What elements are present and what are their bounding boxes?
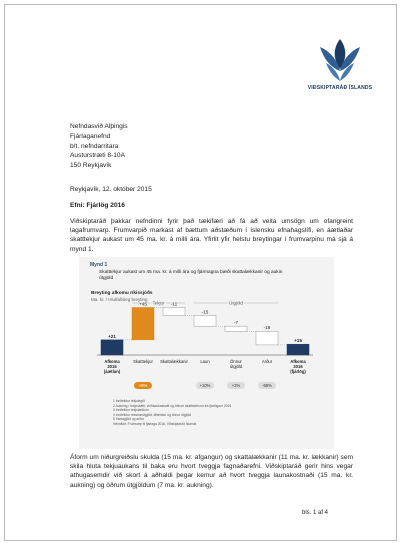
footnote-line: 3 Innifelldur tekjulækkun (113, 408, 149, 413)
address-line: Fjárlaganefnd (70, 132, 111, 140)
category-label: Arður (261, 359, 273, 364)
group-label: Útgjöld (229, 300, 243, 306)
bar-2 (163, 307, 185, 315)
group-label: Tekjur (152, 300, 165, 306)
letter-subject: Efni: Fjárlög 2016 (70, 202, 125, 209)
bar-0 (101, 340, 123, 355)
footnote-line: 1 Innifelldur tekjulegið (113, 399, 145, 403)
paragraph-intro: Viðskiptaráð þakkar nefndinni fyrir það tækifæri að fá að veita umsögn um ofangreint lagafrumvarp. Frumvarpið markast af bættum aðstæðum í íslensku efnahagslífi, en áætlaðar skatttekjur aukast um 45 ma. kr. á milli ára. Yfirlit yfir helstu breytingar í frumvarpinu má sjá á mynd 1. (70, 218, 353, 253)
logo-text: VIÐSKIPTARÁÐ ÍSLANDS (307, 85, 373, 91)
percent-label: -58% (262, 383, 272, 388)
address-line: b/t. nefndarritara (70, 142, 119, 150)
value-label: +15 (294, 338, 302, 344)
value-label: -11 (170, 301, 178, 307)
value-label: +45 (139, 301, 147, 307)
document-page (4, 4, 397, 541)
address-line: Austurstræti 8-10A (70, 152, 125, 160)
figure-title: Skatttekjur aukast um 45 ma. kr. á milli ára og fjármagna bæði skattalækkanir og aukin útgjöld (99, 270, 283, 282)
chart-title: Breyting afkomu ríkissjóðs (91, 291, 153, 296)
figure-footnotes (113, 399, 328, 427)
value-label: -15 (201, 309, 209, 315)
category-label: 2016 (293, 364, 303, 369)
logo (305, 37, 375, 91)
percent-label: +10% (199, 383, 211, 388)
value-label: +21 (108, 333, 116, 339)
value-label: -19 (263, 325, 271, 331)
bar-4 (225, 326, 247, 331)
category-label: 2015 (107, 364, 117, 369)
paragraph-comment: Áform um niðurgreiðslu skulda (15 ma. kr. afgangur) og skattalækkanir (11 ma. kr. lækkanir) sem skila hluta tekjuaukans til baka eru hvort tveggja fagnaðarefni. Viðskiptaráð gerir hins vegar athugasemdir við skort á aðhaldi þegar kemur að hvort tveggja launakostnaði (15 ma. kr. aukning) og öðrum útgjöldum (7 ma. kr. aukning). (70, 454, 353, 489)
category-label: (áætlun) (103, 369, 121, 374)
chart-subtitle: Ma. kr. / Hlutfallsleg breyting (91, 297, 148, 302)
category-label: Afkoma (104, 359, 120, 364)
footnote-line: 5 Vaxtagjöld og arður (113, 417, 145, 422)
category-label: Önnur (230, 359, 242, 364)
category-label: (fjárlög) (290, 369, 306, 374)
logo-mark-icon (318, 37, 362, 83)
category-label: útgjöld (229, 364, 243, 369)
letter-date: Reykjavík, 12. október 2015 (70, 186, 152, 193)
bar-3 (194, 315, 216, 326)
footnote-line: Heimildir: Frumvarp til fjárlaga 2016, Viðskiptaráð Íslands (113, 421, 197, 426)
category-label: Afkoma (290, 359, 306, 364)
category-label: Skattalækkanir (160, 359, 188, 364)
figure-label: Mynd 1 (90, 262, 108, 268)
recipient-address (70, 122, 128, 171)
address-line: 150 Reykjavík (70, 162, 112, 170)
category-label: Laun (200, 359, 210, 364)
percent-label: +2% (231, 383, 241, 388)
footnote-line: 4 Innifelldur rekstrarútgjöld, tilfærslur og önnur útgjöld (113, 412, 191, 417)
bar-5 (256, 331, 278, 345)
category-label: Skatttekjur (133, 359, 153, 364)
footnote-line: 2 Aukning í tekjuskatti, virðisaukaskatti og öðrum skattstofnum frá fjárlögum 2015 (113, 403, 232, 408)
waterfall-chart (79, 257, 334, 402)
percent-label: +6% (138, 383, 148, 388)
value-label: -7 (233, 320, 239, 326)
page-number: bls. 1 af 4 (302, 510, 329, 516)
figure-box (79, 257, 334, 449)
bar-1 (132, 307, 154, 339)
address-line: Nefndasvið Alþingis (70, 123, 128, 130)
bar-6 (287, 344, 309, 355)
